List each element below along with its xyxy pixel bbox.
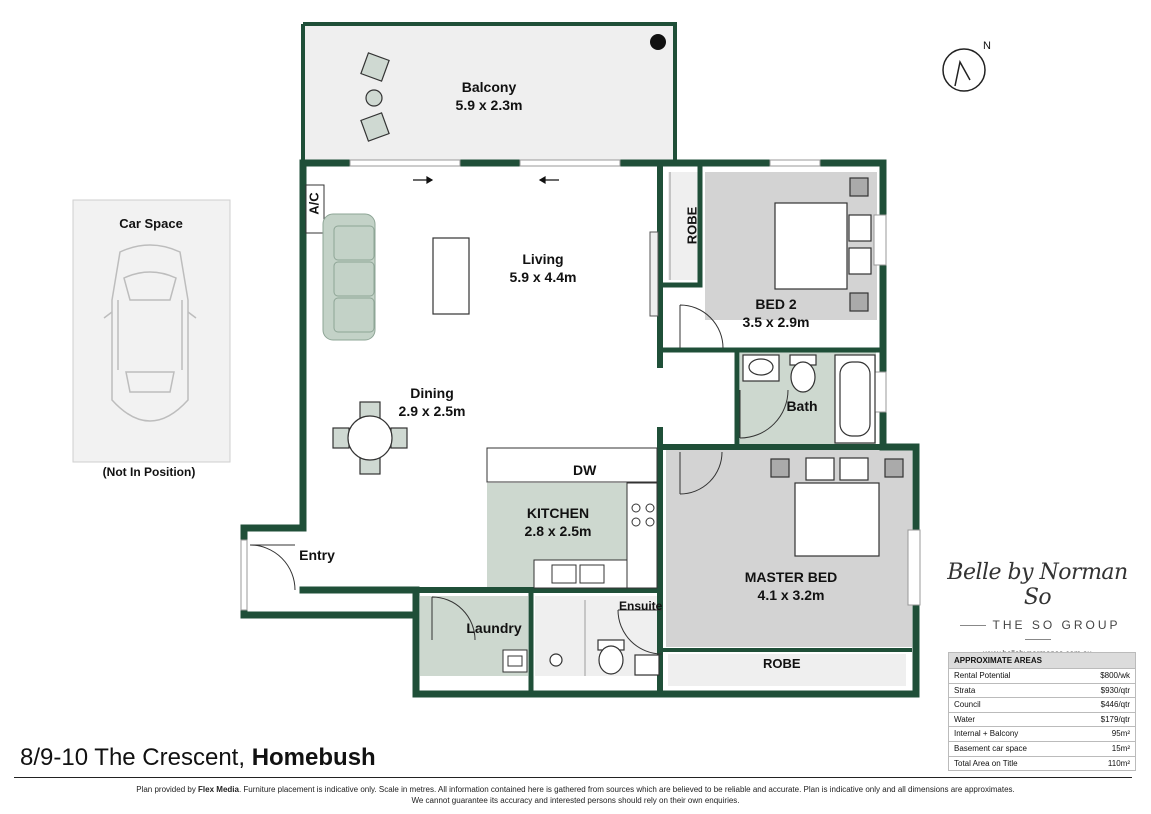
room-label-entry xyxy=(299,546,335,564)
disclaimer-brand: Flex Media xyxy=(198,785,239,794)
table-row xyxy=(948,684,1136,699)
row-label: Council xyxy=(954,700,981,710)
tv-unit-icon xyxy=(650,232,658,316)
sofa-icon xyxy=(323,214,375,340)
room-name: Bath xyxy=(786,398,818,414)
areas-table xyxy=(948,652,1136,771)
room-dims: 5.9 x 4.4m xyxy=(509,269,577,285)
divider xyxy=(960,625,986,626)
dishwasher-label: DW xyxy=(573,462,597,478)
room-dims: 2.8 x 2.5m xyxy=(524,523,592,539)
car-space-title: Car Space xyxy=(119,216,183,231)
room-label-dining xyxy=(399,384,466,420)
compass-icon xyxy=(943,49,985,91)
car-space-note: (Not In Position) xyxy=(102,465,196,479)
room-name: MASTER BED xyxy=(744,569,838,585)
row-label: Water xyxy=(954,714,976,724)
car-space xyxy=(73,200,230,462)
bed2-robe-label: ROBE xyxy=(684,206,700,245)
ac-label: A/C xyxy=(306,192,322,215)
room-name: Dining xyxy=(410,385,454,401)
room-name: Entry xyxy=(299,547,335,563)
disclaimer-post: . Furniture placement is indicative only. Scale in metres. All information contained here is gathered from sources which are believed to be reliable and accurate. Plan is indicative only and all dimensions are approximates. xyxy=(238,785,1015,794)
room-dims: 3.5 x 2.9m xyxy=(742,314,810,330)
room-label-living xyxy=(510,250,577,286)
disclaimer-line-1 xyxy=(0,784,1151,795)
row-value: $800/wk xyxy=(1100,671,1130,680)
divider xyxy=(1025,639,1051,640)
room-label-balcony xyxy=(456,78,523,114)
row-value: $446/qtr xyxy=(1100,700,1130,710)
brand-group-name: THE SO GROUP xyxy=(992,618,1121,632)
disclaimer-line-2: We cannot guarantee its accuracy and interested persons should rely on their own enquiries. xyxy=(411,796,740,805)
room-label-master xyxy=(745,568,838,604)
disclaimer xyxy=(0,784,1151,806)
table-row xyxy=(948,669,1136,684)
table-row xyxy=(948,713,1136,728)
brand-group xyxy=(945,618,1130,646)
table-row xyxy=(948,742,1136,757)
coffee-table-icon xyxy=(433,238,469,314)
row-label: Total Area on Title xyxy=(954,758,1018,768)
table-row xyxy=(948,757,1136,772)
brand-signature: Belle by Norman So xyxy=(947,560,1128,610)
room-label-ensuite: Ensuite xyxy=(619,599,663,613)
room-label-laundry xyxy=(466,619,521,637)
room-dims: 4.1 x 3.2m xyxy=(757,587,825,603)
kitchen-side-bench xyxy=(627,483,657,588)
drain-icon xyxy=(650,34,666,50)
table-row xyxy=(948,727,1136,742)
room-label-kitchen xyxy=(525,504,592,540)
disclaimer-pre: Plan provided by xyxy=(136,785,199,794)
room-name: Laundry xyxy=(466,620,522,636)
room-dims: 2.9 x 2.5m xyxy=(398,403,466,419)
row-label: Strata xyxy=(954,685,976,695)
areas-table-title: APPROXIMATE AREAS xyxy=(948,652,1136,669)
laundry-tub-icon xyxy=(503,650,527,672)
row-label: Internal + Balcony xyxy=(954,729,1019,739)
room-name: Living xyxy=(522,251,564,267)
room-label-bath xyxy=(786,397,817,415)
sliding-door-arrows xyxy=(413,177,559,183)
address-suburb: Homebush xyxy=(251,744,376,771)
row-value: 95m² xyxy=(1111,729,1130,739)
row-value: 15m² xyxy=(1111,743,1130,753)
row-value: $179/qtr xyxy=(1100,714,1130,724)
table-row xyxy=(948,698,1136,713)
footer-divider xyxy=(14,777,1132,778)
master-robe-label: ROBE xyxy=(763,656,801,671)
row-label: Rental Potential xyxy=(954,671,1011,680)
kitchen-bench xyxy=(487,448,657,482)
row-value: 110m² xyxy=(1107,758,1130,768)
row-value: $930/qtr xyxy=(1100,685,1130,695)
address-street: 8/9-10 The Crescent, xyxy=(20,744,246,771)
dining-table-icon xyxy=(333,402,407,474)
room-dims: 5.9 x 2.3m xyxy=(455,97,523,113)
room-name: KITCHEN xyxy=(526,505,590,521)
brand-block xyxy=(945,560,1130,658)
room-name: BED 2 xyxy=(755,296,797,312)
property-address xyxy=(20,744,376,772)
row-label: Basement car space xyxy=(954,743,1027,753)
room-name: Balcony xyxy=(461,79,517,95)
room-label-bed2 xyxy=(743,295,810,331)
compass-north-label: N xyxy=(983,40,991,52)
